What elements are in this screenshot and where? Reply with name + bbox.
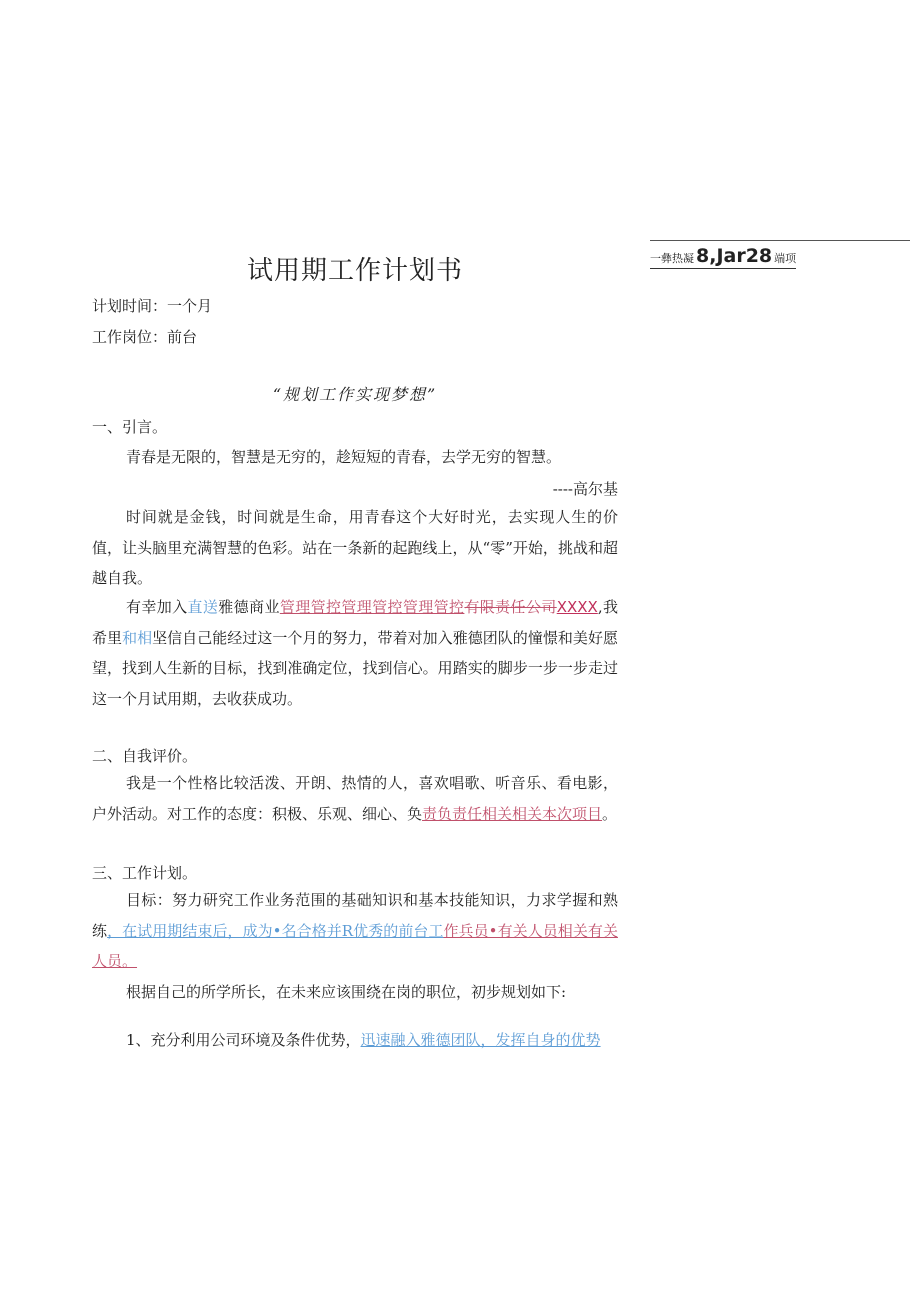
quote-attribution: ----高尔基 [552, 480, 618, 498]
motto: “规划工作实现梦想” [272, 385, 438, 404]
plan-time: 计划时间：一个月 [92, 297, 213, 315]
section-3-heading: 三、工作计划。 [92, 864, 198, 882]
margin-note-prefix: 一彝热凝 [650, 252, 694, 265]
p3-text-a: 我是一个性格比较活泼、开朗、热情的人，喜欢唱歌、听音乐、看电影，户外活动。对工作的态度：积极、乐观、细心、 [92, 774, 618, 823]
paragraph-2 [92, 592, 618, 714]
p2-text-i: 坚信自己能经过这一个月的努力，带着对加入雅德团队的憧憬和美好愿望，找到人生新的目标，找到准确定位，找到信心。用踏实的脚步一步一步走过这一个月试用期，去收获成功。 [92, 628, 618, 708]
p2-text-a: 有幸加入 [126, 598, 188, 616]
p3-inserted-text: 责负责任相关相关本次项目 [422, 804, 603, 823]
paragraph-3 [92, 768, 618, 829]
quote: 青春是无限的，智慧是无穷的，趁短短的青春，去学无穷的智慧。 [126, 448, 562, 466]
p3-text-d: 。 [602, 804, 618, 823]
margin-note-suffix: 端项 [774, 252, 797, 265]
p2-placeholder: XXXX [556, 598, 598, 616]
paragraph-1: 时间就是金钱，时间就是生命，用青春这个大好时光，去实现人生的价值，让头脑里充满智慧的色彩。站在一条新的起跑线上，从“零”开始，挑战和超越自我。 [92, 508, 618, 587]
document-title: 试用期工作计划书 [246, 256, 463, 286]
paragraph-5: 根据自己的所学所长，在未来应该围绕在岗的职位，初步规划如下: [126, 983, 567, 1001]
margin-note [650, 240, 910, 269]
margin-note-main: 8,Jar28 [696, 245, 773, 267]
p6-inserted-text: 迅速融入雅德团队，发挥自身的优势 [360, 1031, 601, 1049]
p2-text-g: ,我希里 [92, 598, 618, 647]
job-post: 工作岗位：前台 [92, 328, 198, 346]
p2-text-c: 雅德商业 [218, 598, 280, 616]
paragraph-6 [92, 1025, 618, 1056]
p3-text-b: 奂 [407, 804, 423, 823]
p4-inserted-text: ，在试用期结束后，成为•名合格并R优秀的前台工 [107, 921, 444, 940]
p2-deleted-text: 有限责任公司 [464, 598, 557, 616]
p2-inserted-company: 管理管控管理管控管理管控 [279, 598, 465, 616]
p6-text-a: 1、充分利用公司环境及条件优势， [126, 1031, 361, 1049]
section-2-heading: 二、自我评价。 [92, 747, 198, 765]
p2-inserted-text: 直送 [187, 598, 219, 616]
p4-inserted-text-2: 作兵员•有关人员相关有关人员。 [92, 921, 618, 970]
paragraph-4 [92, 885, 618, 977]
section-1-heading: 一、引言。 [92, 418, 168, 436]
p2-inserted-text-2: 和相 [122, 628, 153, 647]
p4-text-a: 目标：努力研究工作业务范围的基础知识和基本技能知识，力求学握和熟练 [92, 891, 618, 940]
